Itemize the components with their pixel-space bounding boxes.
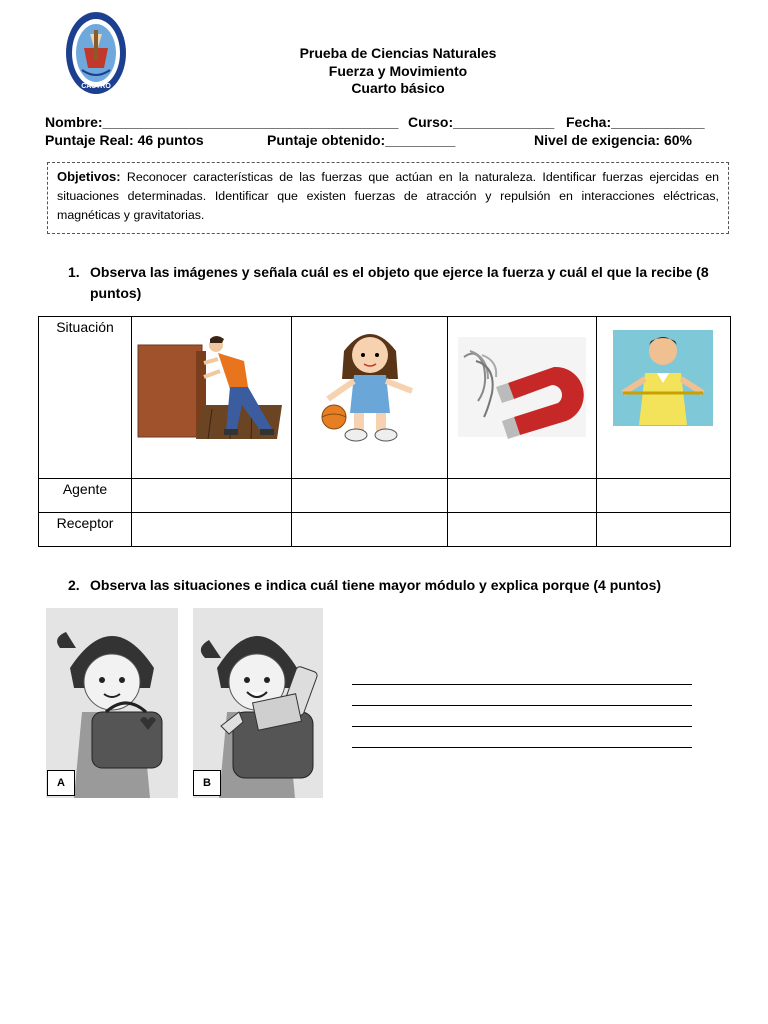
- test-subtitle: Fuerza y Movimiento: [328, 63, 468, 79]
- receptor-cell-3[interactable]: [448, 513, 597, 547]
- curso-field[interactable]: Curso:_____________: [408, 114, 555, 130]
- agente-cell-2[interactable]: [292, 479, 448, 513]
- answer-lines: [352, 664, 692, 748]
- nombre-field[interactable]: Nombre:______________________________________: [45, 114, 399, 130]
- puntaje-obtenido-field[interactable]: Puntaje obtenido:_________: [267, 132, 456, 148]
- question-1-text: Observa las imágenes y señala cuál es el objeto que ejerce la fuerza y cuál el que la recibe (8 puntos): [90, 264, 709, 301]
- girl-bouncing-ball-image: [292, 317, 447, 473]
- fecha-field[interactable]: Fecha:____________: [566, 114, 705, 130]
- label-b: B: [193, 770, 221, 796]
- agente-cell-4[interactable]: [597, 479, 731, 513]
- objectives-label: Objetivos:: [57, 169, 121, 184]
- magnet-and-clips-image: [448, 317, 596, 473]
- question-1-table: [38, 316, 731, 547]
- question-1-number: 1.: [68, 264, 80, 280]
- objectives-box: [47, 162, 729, 234]
- situation-4-cell: [597, 317, 731, 479]
- agente-cell-3[interactable]: [448, 479, 597, 513]
- nivel-exigencia: Nivel de exigencia: 60%: [534, 132, 692, 148]
- agente-cell-1[interactable]: [132, 479, 292, 513]
- man-stretching-band-image: [597, 317, 730, 473]
- answer-line-1[interactable]: [352, 664, 692, 685]
- row-label-receptor: Receptor: [39, 513, 132, 547]
- row-label-situacion: Situación: [39, 317, 132, 479]
- test-grade: Cuarto básico: [351, 80, 445, 96]
- answer-line-2[interactable]: [352, 685, 692, 706]
- situation-a-image: [46, 608, 178, 798]
- label-a: A: [47, 770, 75, 796]
- receptor-cell-1[interactable]: [132, 513, 292, 547]
- man-pushing-cabinet-image: [132, 317, 291, 473]
- situation-b-image: [193, 608, 323, 798]
- row-label-agente: Agente: [39, 479, 132, 513]
- situation-1-cell: [132, 317, 292, 479]
- situation-2-cell: [292, 317, 448, 479]
- receptor-cell-2[interactable]: [292, 513, 448, 547]
- question-2-text: Observa las situaciones e indica cuál tiene mayor módulo y explica porque (4 puntos): [90, 577, 662, 593]
- receptor-cell-4[interactable]: [597, 513, 731, 547]
- objectives-text: Reconocer características de las fuerzas que actúan en la naturaleza. Identificar fuerzas ejercidas en situaciones determinadas. Identificar que existen fuerzas de atracción y repulsión en interacciones eléctricas, magnéticas y gravitatorias.: [57, 170, 719, 222]
- answer-line-3[interactable]: [352, 706, 692, 727]
- test-title: Prueba de Ciencias Naturales: [299, 45, 497, 61]
- question-2-number: 2.: [68, 577, 80, 593]
- logo-bottom-text: CASTRO: [81, 83, 111, 90]
- situation-3-cell: [448, 317, 597, 479]
- puntaje-real: Puntaje Real: 46 puntos: [45, 132, 204, 148]
- answer-line-4[interactable]: [352, 727, 692, 748]
